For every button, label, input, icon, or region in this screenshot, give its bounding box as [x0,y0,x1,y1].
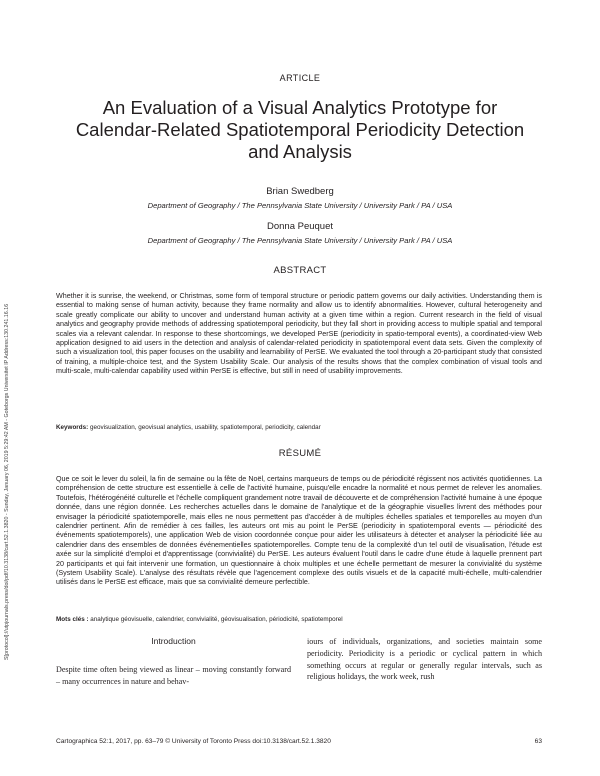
abstract-text: Whether it is sunrise, the weekend, or Christmas, some form of temporal structure or periodic pattern governs our daily activities. Understanding them is essential to making sense of human activity, because they frame normality and allow us to identify abnormalities. However, cultural heterogeneity and scale greatly complicate our ability to uncover and understand human activity at a given time within a region. Current research in the field of visual analytics and geography provide methods of addressing spatiotemporal periodicity, but they fall short in providing access to multiple spatial and temporal scales via a relevant calendar. In response to these shortcomings, we developed PerSE (periodicity in spatio-temporal events), a coordinated-view Web application designed to aid users in the detection and analysis of calendar-related periodicity in spatiotemporal event data sets. Given the complexity of such a visualization tool, this paper focuses on the usability and learnability of PerSE. We evaluated the tool through a 20-participant study that consisted of training, a multiple-choice test, and the System Usability Scale. Our analysis of the results shows that the complex combination of visual tools and multi-scale, multi-calendar capability used within PerSE is effective, but still in need of usability improvements. [56,292,542,376]
download-watermark [4,140,18,660]
mots-cles-label: Mots clés : [56,616,89,623]
introduction-heading: Introduction [151,636,196,646]
body-column-right: iours of individuals, organizations, and societies maintain some periodicity. Periodicity is a periodic or cyclical pattern in which something occurs at regular or generally regular intervals, such as religious holidays, the work week, rush [307,637,542,682]
footer-citation: Cartographica 52:1, 2017, pp. 63–79 © University of Toronto Press doi:10.3138/cart.52.1.3820 [56,738,331,745]
body-column-left: Despite time often being viewed as linear – moving constantly forward – many occurrences in nature and behav- [56,665,291,686]
page-number: 63 [534,738,542,745]
paper-title: An Evaluation of a Visual Analytics Prototype for Calendar-Related Spatiotemporal Periodicity Detection and Analysis [75,97,525,162]
keywords-label: Keywords: [56,424,89,431]
keywords-list: geovisualization, geovisual analytics, usability, spatiotemporal, periodicity, calendar [89,424,321,431]
author-affiliation-1: Department of Geography / The Pennsylvania State University / University Park / PA / USA [147,201,453,210]
article-type-label: ARTICLE [279,73,321,83]
mots-cles-list: analytique géovisuelle, calendrier, convivialité, géovisualisation, périodicité, spatiotemporel [90,616,343,623]
author-affiliation-2: Department of Geography / The Pennsylvania State University / University Park / PA / USA [147,236,453,245]
resume-text: Que ce soit le lever du soleil, la fin de semaine ou la fête de Noël, certains marqueurs de temps ou de périodicité régissent nos activités quotidiennes. La compréhension de cette structure est essentielle à celle de l'activité humaine, puisqu'elle encadre la normalité et nous permet de relever les anomalies. Toutefois, l'hétérogénéité culturelle et l'échelle compliquent grandement notre travail de découverte et de compréhension l'activité humaine à une époque donnée, dans une région donnée. Les recherches actuelles dans le domaine de l'analytique et de la géographie visuelles livrent des méthodes pour envisager la périodicité spatiotemporelle, mais elles ne nous permettent pas d'accéder à de multiples échelles spatiales et temporelles au moyen d'un calendrier pertinent. Afin de remédier à ces failles, les auteurs ont mis au point le PerSE (periodicity in spatiotemporal events — périodicité des événements spatiotemporels), une application Web de vision coordonnée conçue pour aider les utilisateurs à détecter et analyser la périodicité liée au calendrier dans des ensembles de données événementielles spatiotemporelles. Compte tenu de la complexité d'un tel outil de visualisation, l'étude est axée sur la simplicité d'emploi et d'apprentissage (convivialité) du PerSE. Les auteurs évaluent l'outil dans le cadre d'une étude à laquelle prennent part 20 participants et qui fait intervenir une formation, un questionnaire à choix multiples et une échelle permettant de mesurer la convivialité du système (System Usability Scale). L'analyse des résultats révèle que l'agencement complexe des outils visuels et de la capacité multi-échelle, multi-calendrier utilisés dans le PerSE est efficace, mais que sa convivialité demeure perfectible. [56,475,542,587]
author-name-1: Brian Swedberg [266,186,334,197]
abstract-heading: ABSTRACT [273,265,327,276]
resume-keywords [56,616,542,624]
abstract-keywords [56,424,542,432]
download-watermark-text: S[protocol]://utpjournals.press/doi/pdf/10.3138/cart.52.1.3820 - Sunday, January 06, 2019 5:29:42 AM - Goteborgs Universitet IP Address:130.241.16.16 [4,303,10,660]
author-name-2: Donna Peuquet [266,221,334,232]
resume-heading: RÉSUMÉ [278,448,322,459]
